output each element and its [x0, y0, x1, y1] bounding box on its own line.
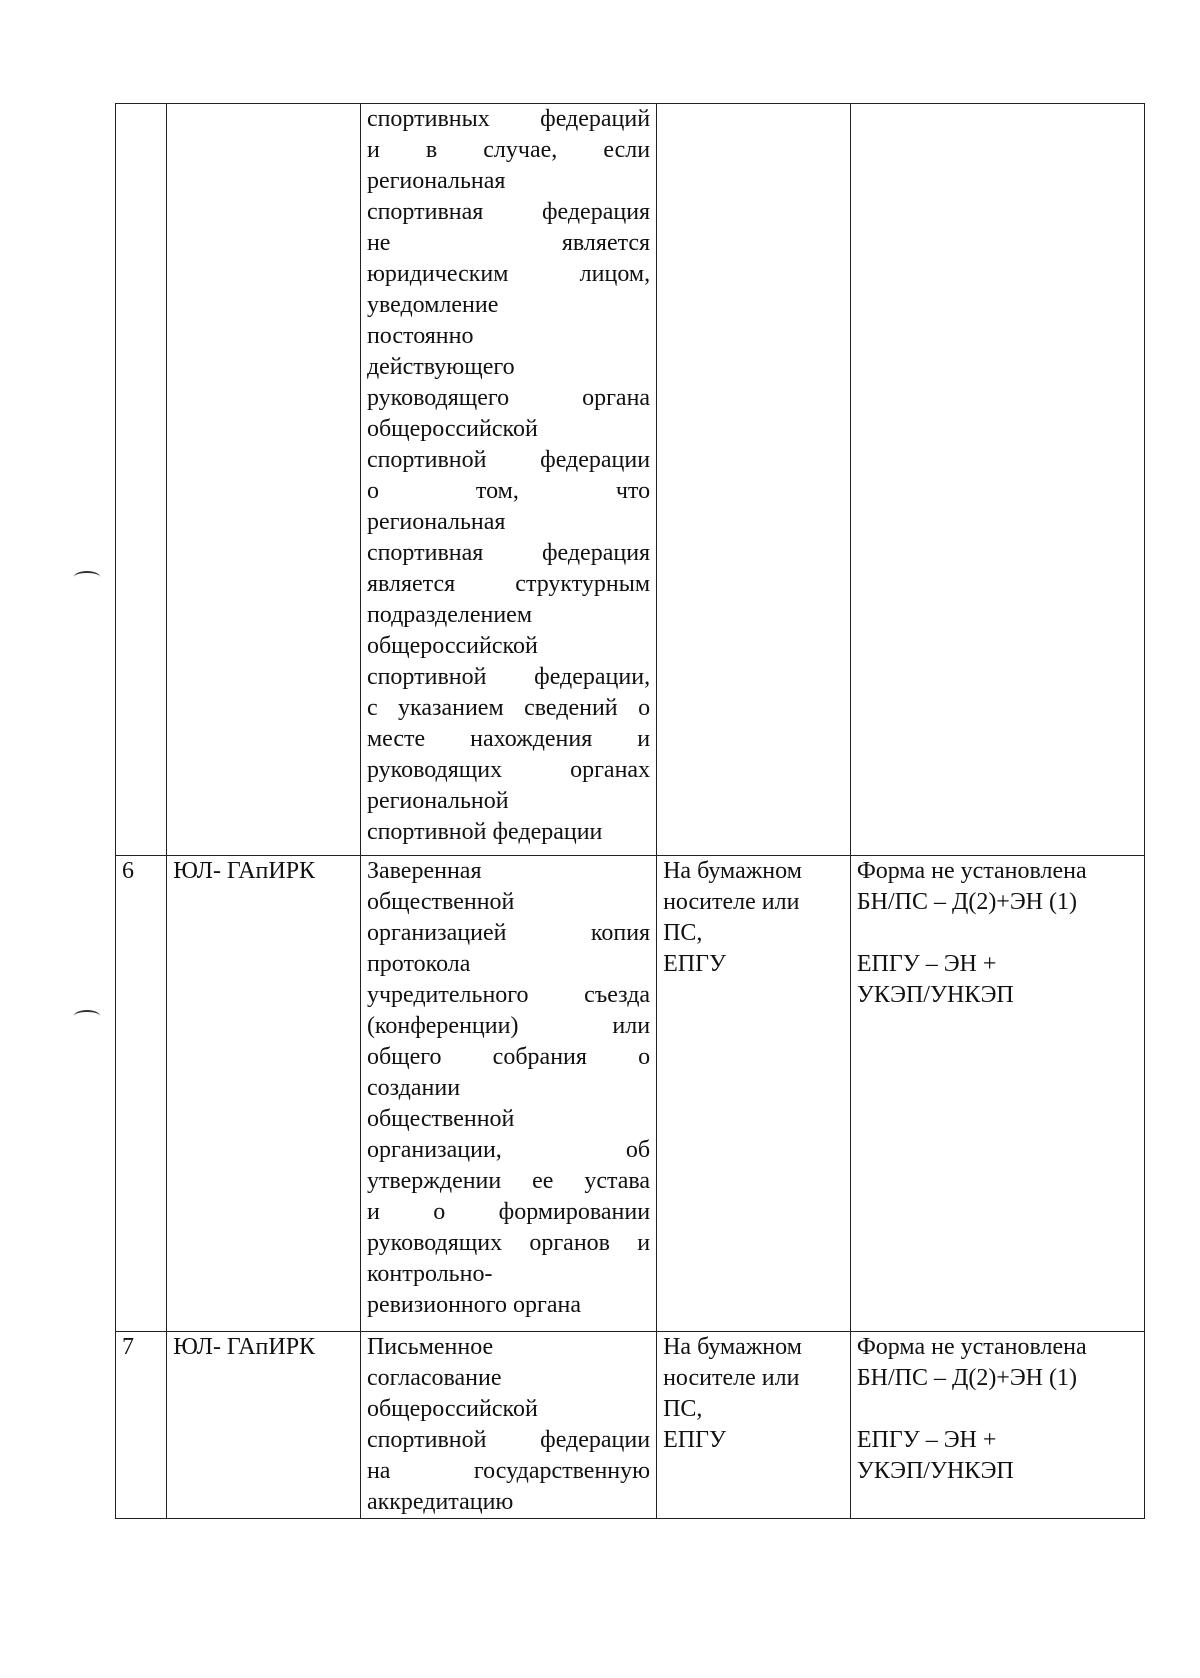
document-line: общественной	[366, 1106, 515, 1132]
form-line	[857, 918, 1138, 949]
method-line: На бумажном	[663, 1334, 802, 1360]
form-line	[857, 1394, 1138, 1425]
document-line: о том, что	[366, 478, 651, 504]
method-line: ЕПГУ	[663, 951, 726, 977]
method-line: носителе или	[663, 889, 800, 915]
form-line: БН/ПС – Д(2)+ЭН (1)	[856, 1365, 1077, 1391]
document-line: спортивной федерации,	[366, 664, 651, 690]
document-line: (конференции) или	[366, 1013, 651, 1039]
document-line: учредительного съезда	[366, 982, 651, 1008]
document-line: руководящего органа	[366, 385, 651, 411]
table-row	[116, 1332, 1145, 1519]
document-line: спортивной федерации	[366, 447, 651, 473]
method-line: ПС,	[663, 920, 703, 946]
applicant-code-cell: ЮЛ- ГАпИРК	[167, 856, 361, 1332]
document-line: контрольно-	[366, 1261, 493, 1287]
document-line: создании	[366, 1075, 461, 1101]
document-line: общероссийской	[366, 633, 538, 659]
document-line: руководящих органах	[366, 757, 651, 783]
table-row	[116, 104, 1145, 856]
method-line: носителе или	[663, 1365, 800, 1391]
document-line: общего собрания о	[366, 1044, 651, 1070]
form-requirements-cell	[850, 104, 1144, 856]
submission-method-cell	[657, 856, 851, 1332]
form-line: Форма не установлена	[856, 858, 1087, 884]
document-line: спортивная федерация	[366, 540, 651, 566]
document-line: с указанием сведений о	[366, 695, 651, 721]
document-line: юридическим лицом,	[366, 261, 651, 287]
document-line: региональная	[366, 168, 506, 194]
document-line: Заверенная	[366, 858, 482, 884]
document-line: утверждении ее устава	[366, 1168, 651, 1194]
document-line: организации, об	[366, 1137, 651, 1163]
document-description-cell	[360, 1332, 656, 1519]
document-line: региональной	[366, 788, 509, 814]
applicant-code-cell	[167, 104, 361, 856]
method-line: На бумажном	[663, 858, 802, 884]
document-line: и в случае, если	[366, 137, 651, 163]
document-line: действующего	[366, 354, 515, 380]
document-line: ревизионного органа	[366, 1292, 582, 1318]
document-table	[115, 103, 1145, 1519]
form-line: ЕПГУ – ЭН +	[856, 951, 997, 977]
applicant-code-cell: ЮЛ- ГАпИРК	[167, 1332, 361, 1519]
document-line: на государственную	[366, 1458, 651, 1484]
document-line: не является	[366, 230, 651, 256]
form-line: УКЭП/УНКЭП	[856, 1458, 1014, 1484]
document-line: протокола	[366, 951, 471, 977]
document-line: постоянно	[366, 323, 474, 349]
form-line: УКЭП/УНКЭП	[856, 982, 1014, 1008]
document-line: и о формировании	[366, 1199, 651, 1225]
document-line: общероссийской	[366, 1396, 538, 1422]
document-line: региональная	[366, 509, 506, 535]
document-description-cell	[360, 856, 656, 1332]
form-line: Форма не установлена	[856, 1334, 1087, 1360]
row-number-cell: 6	[116, 856, 167, 1332]
document-line: общероссийской	[366, 416, 538, 442]
document-line: Письменное	[366, 1334, 494, 1360]
form-requirements-cell	[850, 856, 1144, 1332]
binding-mark	[74, 571, 100, 583]
document-line: спортивных федераций	[366, 106, 651, 132]
document-line: месте нахождения и	[366, 726, 651, 752]
document-line: спортивной федерации	[366, 819, 603, 845]
document-line: общественной	[366, 889, 515, 915]
form-line: БН/ПС – Д(2)+ЭН (1)	[856, 889, 1077, 915]
document-line: согласование	[366, 1365, 502, 1391]
document-line: подразделением	[366, 602, 533, 628]
row-number-cell: 7	[116, 1332, 167, 1519]
form-requirements-cell	[850, 1332, 1144, 1519]
submission-method-cell	[657, 1332, 851, 1519]
document-description-cell	[360, 104, 656, 856]
submission-method-cell	[657, 104, 851, 856]
method-line: ЕПГУ	[663, 1427, 726, 1453]
binding-mark	[74, 1010, 100, 1022]
document-line: является структурным	[366, 571, 651, 597]
form-line: ЕПГУ – ЭН +	[856, 1427, 997, 1453]
document-line: уведомление	[366, 292, 499, 318]
method-line: ПС,	[663, 1396, 703, 1422]
document-line: спортивная федерация	[366, 199, 651, 225]
document-line: организацией копия	[366, 920, 651, 946]
document-line: руководящих органов и	[366, 1230, 651, 1256]
document-line: аккредитацию	[366, 1489, 514, 1515]
row-number-cell	[116, 104, 167, 856]
table-row	[116, 856, 1145, 1332]
document-line: спортивной федерации	[366, 1427, 651, 1453]
